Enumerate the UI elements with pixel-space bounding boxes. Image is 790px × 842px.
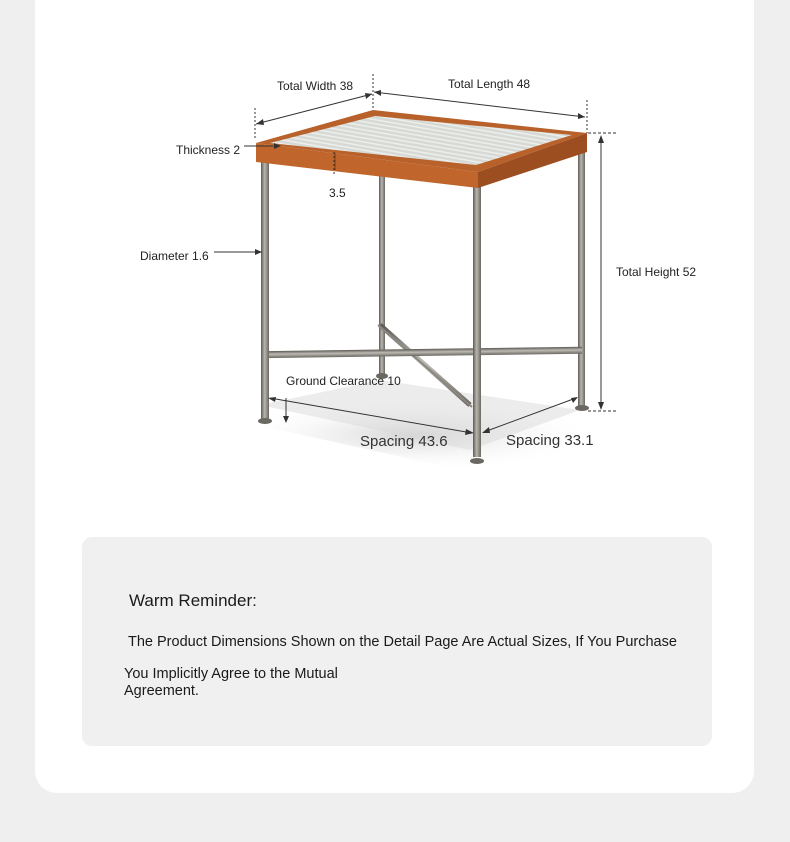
table-leg <box>379 170 385 375</box>
leg-foot <box>258 418 272 424</box>
reminder-text: You Implicitly Agree to the Mutual Agreement. <box>124 666 338 699</box>
total-height-label: Total Height 52 <box>616 265 697 279</box>
total-length-label: Total Length 48 <box>448 77 531 91</box>
thickness-label: Thickness 2 <box>176 143 241 157</box>
stretcher-bar <box>266 347 582 358</box>
table-leg <box>473 185 481 457</box>
diameter-label: Diameter 1.6 <box>140 249 209 263</box>
spacing-length-label: Spacing 43.6 <box>360 433 448 450</box>
leg-foot <box>575 405 589 411</box>
ground-clearance-label: Ground Clearance 10 <box>286 374 401 388</box>
spacing-width-label: Spacing 33.1 <box>506 432 594 449</box>
table-leg <box>578 150 585 406</box>
warm-reminder-box <box>82 537 712 746</box>
reminder-title: Warm Reminder: <box>129 591 257 610</box>
total-width-label: Total Width 38 <box>277 79 354 93</box>
table-leg <box>261 160 269 422</box>
leg-foot <box>470 458 484 464</box>
apron-height-label: 3.5 <box>329 186 346 200</box>
reminder-text: The Product Dimensions Shown on the Detail Page Are Actual Sizes, If You Purchase <box>128 634 677 650</box>
